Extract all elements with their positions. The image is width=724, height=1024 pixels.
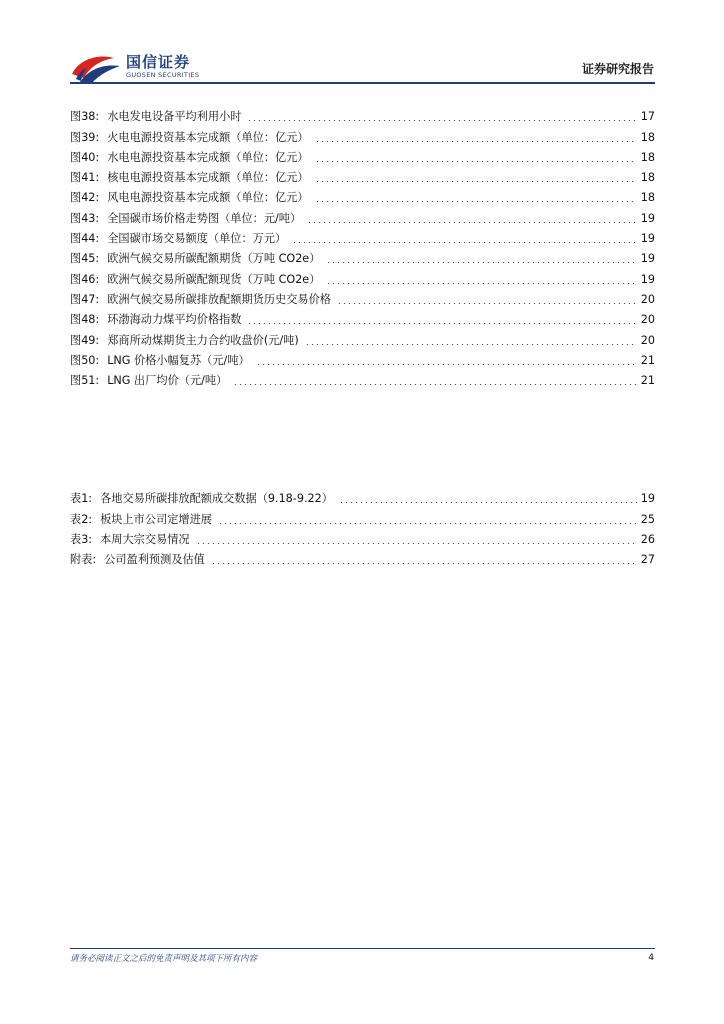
dot-leader xyxy=(233,384,636,385)
toc-table-entry[interactable] xyxy=(70,486,655,506)
toc-entry-title: 各地交易所碳排放配额成交数据（9.18-9.22） xyxy=(100,492,333,506)
dot-leader xyxy=(247,120,636,121)
toc-entry-title: 公司盈利预测及估值 xyxy=(104,553,205,567)
toc-entry-page: 19 xyxy=(640,232,655,246)
toc-entry-title: 欧洲气候交易所碳配额期货（万吨 CO2e） xyxy=(107,252,321,266)
toc-figure-entry[interactable] xyxy=(70,165,655,185)
logo xyxy=(70,50,210,86)
dot-leader xyxy=(211,563,637,564)
report-type-label: 证券研究报告 xyxy=(581,62,654,76)
toc-entry-title: 欧洲气候交易所碳配额现货（万吨 CO2e） xyxy=(107,272,321,286)
page-number: 4 xyxy=(648,953,654,963)
toc-entry-label: 表1: xyxy=(70,492,93,506)
brand-name-en: GUOSEN SECURITIES xyxy=(126,71,200,79)
toc-entry-page: 19 xyxy=(640,492,655,506)
toc-entry-title: 火电电源投资基本完成额（单位：亿元） xyxy=(107,130,309,144)
toc-entry-label: 图50: xyxy=(70,353,100,367)
table-list xyxy=(70,486,655,567)
header-divider xyxy=(70,82,655,84)
disclaimer-note: 请务必阅读正文之后的免责声明及其项下所有内容 xyxy=(70,954,258,964)
toc-figure-entry[interactable] xyxy=(70,327,655,347)
toc-entry-label: 表2: xyxy=(70,512,93,526)
toc-entry-title: 欧洲气候交易所碳排放配额期货历史交易价格 xyxy=(107,292,331,306)
dot-leader xyxy=(305,344,637,345)
toc-entry-page: 18 xyxy=(640,191,655,205)
toc-entry-page: 17 xyxy=(640,110,655,124)
toc-table-entry[interactable] xyxy=(70,547,655,567)
toc-entry-label: 图49: xyxy=(70,333,100,347)
toc-entry-page: 25 xyxy=(640,512,655,526)
toc-entry-title: 风电电源投资基本完成额（单位：亿元） xyxy=(107,191,309,205)
toc-entry-label: 图39: xyxy=(70,130,100,144)
toc-figure-entry[interactable] xyxy=(70,124,655,144)
toc-entry-label: 图46: xyxy=(70,272,100,286)
dot-leader xyxy=(218,523,637,524)
toc-entry-page: 26 xyxy=(640,532,655,546)
toc-entry-page: 19 xyxy=(640,211,655,225)
dot-leader xyxy=(196,543,637,544)
dot-leader xyxy=(337,303,637,304)
toc-entry-title: LNG 价格小幅复苏（元/吨） xyxy=(107,353,250,367)
toc-entry-label: 图48: xyxy=(70,313,100,327)
toc-figure-entry[interactable] xyxy=(70,348,655,368)
toc-entry-title: 水电发电设备平均利用小时 xyxy=(107,110,242,124)
dot-leader xyxy=(292,242,637,243)
toc-figure-entry[interactable] xyxy=(70,246,655,266)
dot-leader xyxy=(315,181,637,182)
toc-entry-title: LNG 出厂均价（元/吨） xyxy=(107,374,228,388)
toc-entry-label: 图38: xyxy=(70,110,100,124)
toc-entry-page: 21 xyxy=(640,374,655,388)
footer-divider xyxy=(70,948,655,949)
toc-entry-label: 图40: xyxy=(70,150,100,164)
toc-entry-page: 20 xyxy=(640,333,655,347)
dot-leader xyxy=(256,364,637,365)
toc-entry-title: 本周大宗交易情况 xyxy=(100,532,190,546)
figure-list xyxy=(70,104,655,388)
toc-entry-label: 表3: xyxy=(70,532,93,546)
dot-leader xyxy=(247,323,636,324)
toc-entry-title: 水电电源投资基本完成额（单位：亿元） xyxy=(107,150,309,164)
toc-entry-title: 全国碳市场价格走势图（单位：元/吨） xyxy=(107,211,302,225)
toc-entry-title: 郑商所动煤期货主力合约收盘价(元/吨) xyxy=(107,333,299,347)
toc-figure-entry[interactable] xyxy=(70,266,655,286)
dot-leader xyxy=(307,222,637,223)
toc-figure-entry[interactable] xyxy=(70,145,655,165)
dot-leader xyxy=(326,262,636,263)
toc-entry-label: 图47: xyxy=(70,292,100,306)
dot-leader xyxy=(315,201,637,202)
toc-entry-label: 图45: xyxy=(70,252,100,266)
toc-entry-label: 图41: xyxy=(70,171,100,185)
toc-entry-label: 图51: xyxy=(70,374,100,388)
dot-leader xyxy=(326,283,636,284)
dot-leader xyxy=(315,141,637,142)
toc-figure-entry[interactable] xyxy=(70,205,655,225)
toc-entry-page: 18 xyxy=(640,171,655,185)
toc-table-entry[interactable] xyxy=(70,527,655,547)
dot-leader xyxy=(315,161,637,162)
toc-entry-label: 图42: xyxy=(70,191,100,205)
toc-figure-entry[interactable] xyxy=(70,307,655,327)
toc-entry-page: 18 xyxy=(640,150,655,164)
guosen-logo-icon xyxy=(70,52,122,84)
toc-entry-title: 全国碳市场交易额度（单位：万元） xyxy=(107,232,287,246)
toc-figure-entry[interactable] xyxy=(70,185,655,205)
toc-entry-page: 18 xyxy=(640,130,655,144)
brand-name-cn: 国信证券 xyxy=(126,53,191,71)
toc-entry-page: 19 xyxy=(640,272,655,286)
toc-figure-entry[interactable] xyxy=(70,368,655,388)
toc-figure-entry[interactable] xyxy=(70,104,655,124)
toc-entry-label: 附表: xyxy=(70,553,97,567)
page-header xyxy=(0,0,724,90)
toc-entry-page: 27 xyxy=(640,553,655,567)
toc-entry-label: 图44: xyxy=(70,232,100,246)
toc-entry-page: 21 xyxy=(640,353,655,367)
toc-entry-page: 19 xyxy=(640,252,655,266)
toc-entry-page: 20 xyxy=(640,313,655,327)
dot-leader xyxy=(339,502,637,503)
toc-entry-title: 环渤海动力煤平均价格指数 xyxy=(107,313,242,327)
toc-entry-label: 图43: xyxy=(70,211,100,225)
toc-entry-title: 板块上市公司定增进展 xyxy=(100,512,212,526)
toc-figure-entry[interactable] xyxy=(70,226,655,246)
toc-figure-entry[interactable] xyxy=(70,287,655,307)
toc-entry-title: 核电电源投资基本完成额（单位：亿元） xyxy=(107,171,309,185)
toc-table-entry[interactable] xyxy=(70,506,655,526)
toc-entry-page: 20 xyxy=(640,292,655,306)
